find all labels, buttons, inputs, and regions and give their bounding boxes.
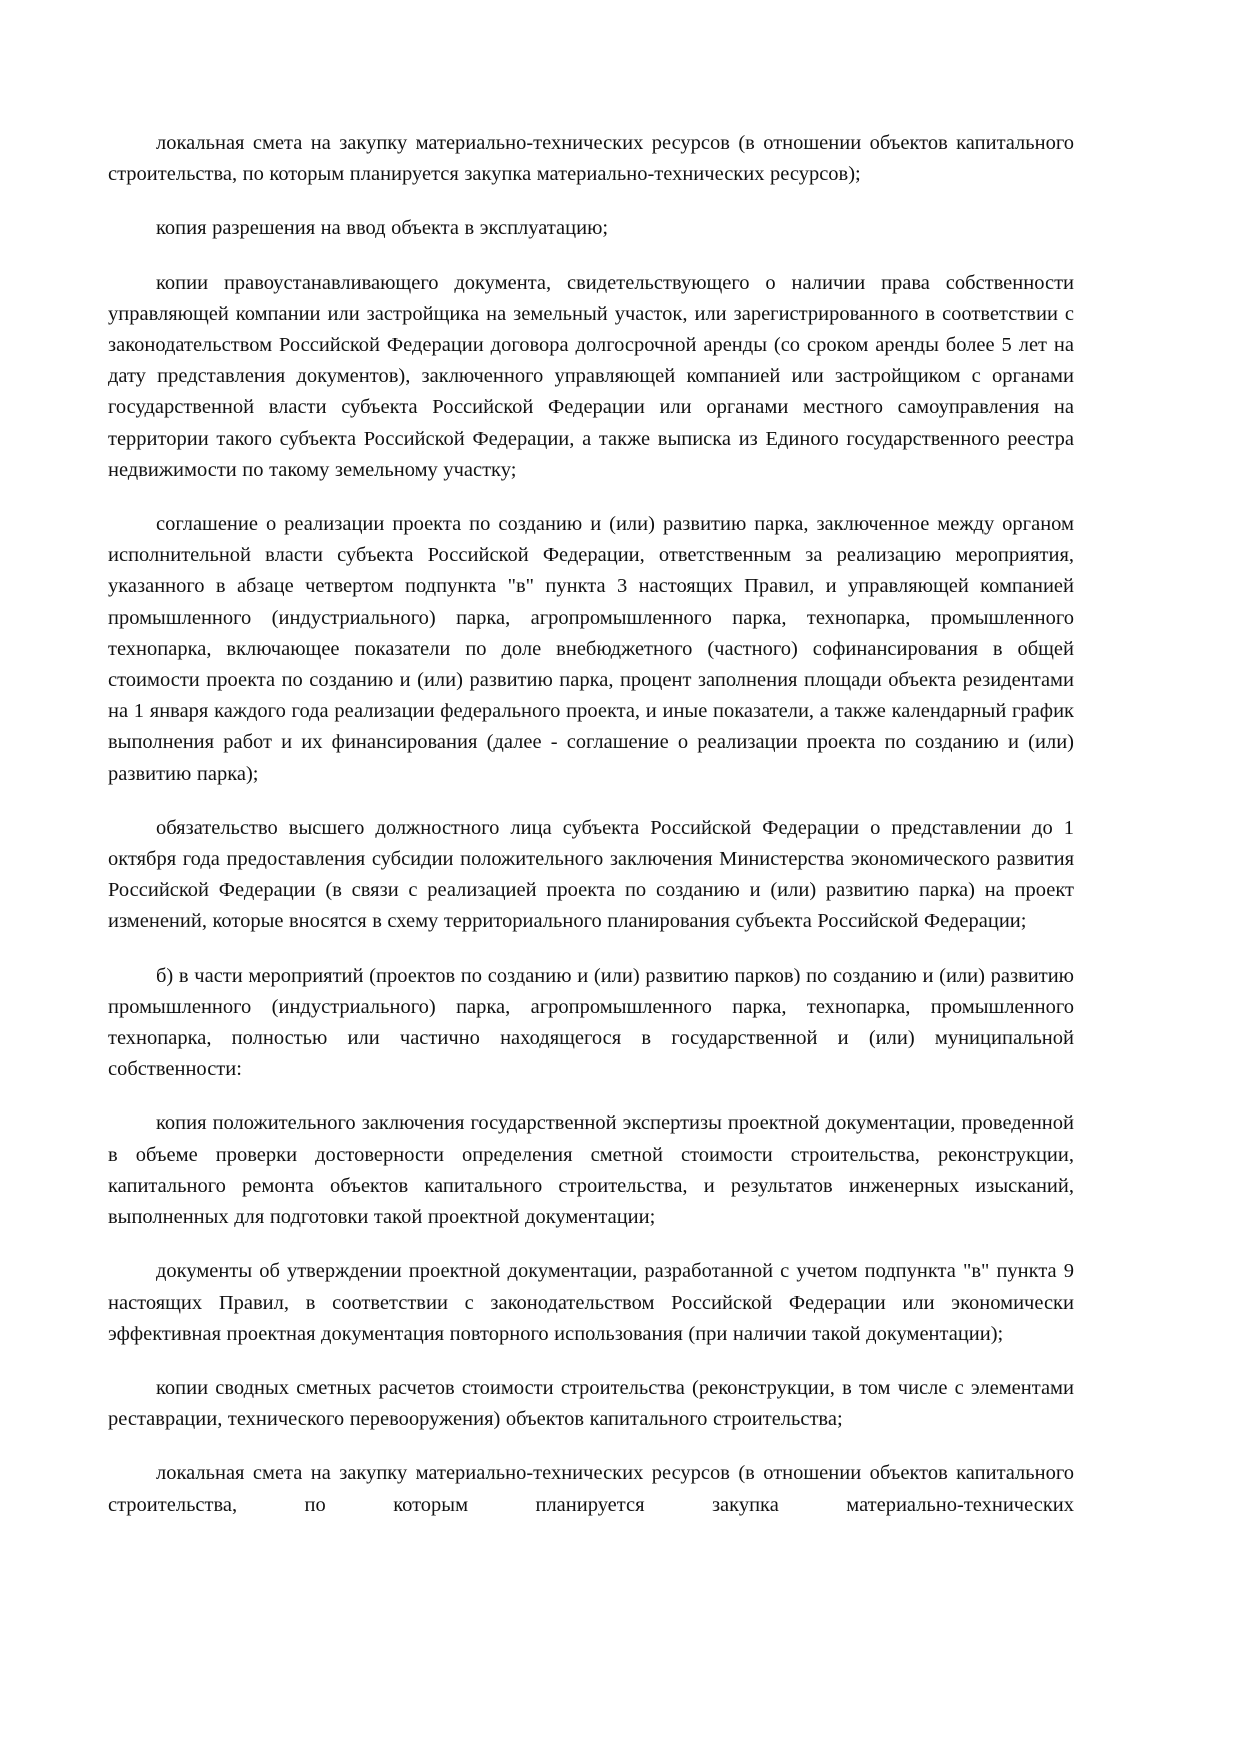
paragraph-commissioning-permit-copy: копия разрешения на ввод объекта в эксплуатацию; — [156, 217, 609, 240]
paragraph-park-project-agreement: соглашение о реализации проекта по созданию и (или) развитию парка, заключенное между органом исполнительной власти субъекта Российской Федерации, ответственным за реализацию мероприятия, указанного в абзаце четвертом подпункта "в" пункта 3 настоящих Правил, и управляющей компанией промышленного (индустриального) парка, агропромышленного парка, технопарка, промышленного технопарка, включающее показатели по доле внебюджетного (частного) софинансирования в общей стоимости проекта по созданию и (или) развитию парка, процент заполнения площади объекта резидентами на 1 января каждого года реализации федерального проекта, и иные показатели, а также календарный график выполнения работ и их финансирования (далее - соглашение о реализации проекта по созданию и (или) развитию парка); — [108, 513, 1074, 785]
paragraph-state-expertise-conclusion-copy: копия положительного заключения государственной экспертизы проектной документации, проведенной в объеме проверки достоверности определения сметной стоимости строительства, реконструкции, капитального ремонта объектов капитального строительства, и результатов инженерных изысканий, выполненных для подготовки такой проектной документации; — [108, 1112, 1074, 1229]
paragraph-subclause-b-state-municipal-property: б) в части мероприятий (проектов по созданию и (или) развитию парков) по созданию и (или) развитию промышленного (индустриального) парка, агропромышленного парка, технопарка, промышленного технопарка, полностью или частично находящегося в государственной и (или) муниципальной собственности: — [108, 964, 1074, 1081]
paragraph-title-document-copies: копии правоустанавливающего документа, свидетельствующего о наличии права собственности управляющей компании или застройщика на земельный участок, или зарегистрированного в соответствии с законодательством Российской Федерации договора долгосрочной аренды (со сроком аренды более 5 лет на дату представления документов), заключенного управляющей компанией или застройщиком с органами государственной власти субъекта Российской Федерации или органами местного самоуправления на территории такого субъекта Российской Федерации, а также выписка из Единого государственного реестра недвижимости по такому земельному участку; — [108, 271, 1074, 481]
paragraph-local-estimate-procurement-top: локальная смета на закупку материально-технических ресурсов (в отношении объектов капитального строительства, по которым планируется закупка материально-технических ресурсов); — [108, 132, 1074, 186]
paragraph-design-documentation-approval: документы об утверждении проектной документации, разработанной с учетом подпункта "в" пункта 9 настоящих Правил, в соответствии с законодательством Российской Федерации или экономически эффективная проектная документация повторного использования (при наличии такой документации); — [108, 1260, 1074, 1345]
paragraph-local-estimate-procurement-bottom: локальная смета на закупку материально-технических ресурсов (в отношении объектов капитального строительства, по которым планируется закупка материально-технических — [108, 1462, 1074, 1516]
paragraph-senior-official-obligation: обязательство высшего должностного лица субъекта Российской Федерации о представлении до 1 октября года предоставления субсидии положительного заключения Министерства экономического развития Российской Федерации (в связи с реализацией проекта по созданию и (или) развитию парка) на проект изменений, которые вносятся в схему территориального планирования субъекта Российской Федерации; — [108, 816, 1074, 933]
paragraph-consolidated-estimates-copies: копии сводных сметных расчетов стоимости строительства (реконструкции, в том числе с элементами реставрации, технического перевооружения) объектов капитального строительства; — [108, 1376, 1074, 1431]
document-body — [108, 128, 1074, 1521]
